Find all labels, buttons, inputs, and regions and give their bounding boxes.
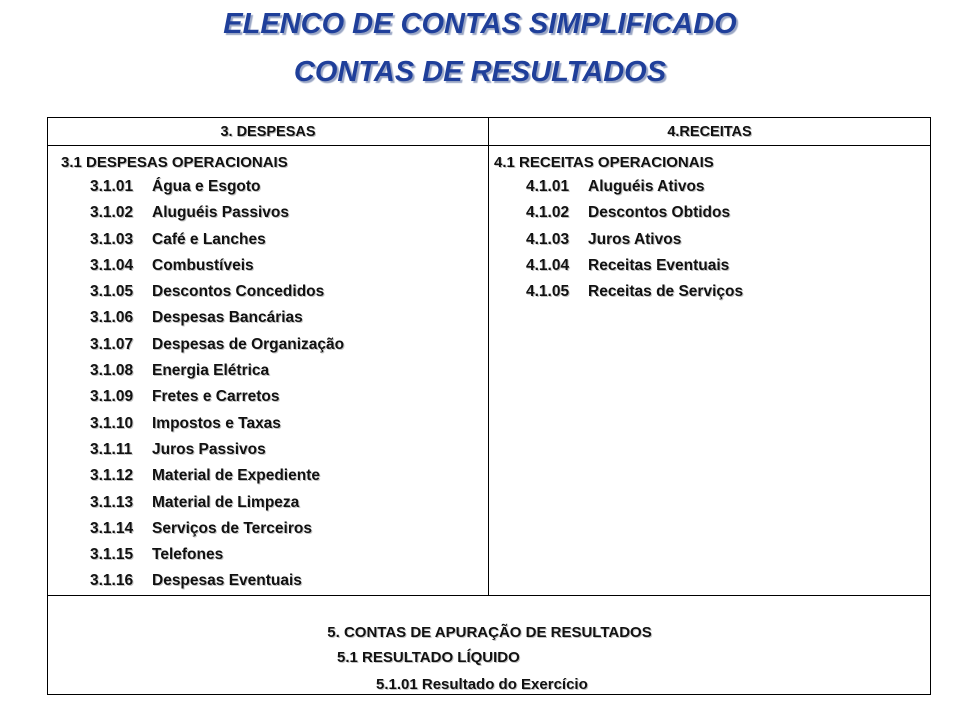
despesas-account-item — [48, 463, 488, 489]
receitas-account-item — [489, 279, 930, 305]
despesas-account-item — [48, 384, 488, 410]
account-code: 3.1.01 — [90, 178, 134, 195]
despesas-account-item — [48, 542, 488, 568]
apuracao-header: 5. CONTAS DE APURAÇÃO DE RESULTADOS — [327, 623, 652, 641]
despesas-cell — [48, 146, 489, 596]
apuracao-cell — [48, 595, 931, 694]
account-name: Descontos Concedidos — [152, 283, 325, 301]
despesas-account-item — [48, 516, 488, 542]
account-code: 4.1.05 — [526, 283, 570, 301]
account-name: Despesas de Organização — [152, 335, 345, 353]
account-name: Juros Ativos — [588, 230, 682, 248]
apuracao-row — [48, 595, 931, 694]
despesas-account-item — [48, 358, 488, 384]
account-name: Despesas Bancárias — [152, 309, 303, 327]
account-name: Juros Passivos — [152, 440, 266, 458]
receitas-list — [489, 146, 930, 305]
despesas-account-item — [48, 305, 488, 331]
despesas-account-item — [48, 253, 488, 279]
page-title: ELENCO DE CONTAS SIMPLIFICADO — [223, 8, 737, 40]
receitas-account-item — [489, 174, 930, 200]
page-subtitle: CONTAS DE RESULTADOS — [293, 56, 667, 88]
despesas-group-label: 3.1 DESPESAS OPERACIONAIS — [61, 154, 288, 171]
account-code: 3.1.08 — [90, 362, 134, 380]
account-name: Receitas de Serviços — [588, 283, 744, 301]
account-name: Receitas Eventuais — [588, 256, 730, 274]
despesas-account-item — [48, 568, 488, 594]
account-code: 3.1.10 — [90, 414, 134, 432]
account-name: Material de Limpeza — [152, 493, 300, 511]
apuracao-group-label: 5.1 RESULTADO LÍQUIDO — [337, 648, 520, 666]
account-name: Fretes e Carretos — [152, 388, 280, 406]
receitas-group-label: 4.1 RECEITAS OPERACIONAIS — [494, 154, 714, 171]
account-code: 3.1.09 — [90, 388, 134, 406]
account-code: 3.1.12 — [90, 467, 134, 485]
account-code: 3.1.05 — [90, 283, 134, 301]
account-name: Aluguéis Ativos — [588, 178, 705, 195]
account-code: 4.1.02 — [526, 204, 570, 222]
account-name: Descontos Obtidos — [588, 204, 731, 222]
despesas-account-item — [48, 437, 488, 463]
account-code: 3.1.06 — [90, 309, 134, 327]
account-name: Impostos e Taxas — [152, 414, 281, 432]
account-code: 4.1.04 — [526, 256, 570, 274]
account-code: 3.1.04 — [90, 256, 134, 274]
despesas-account-item — [48, 490, 488, 516]
receitas-account-item — [489, 253, 930, 279]
account-code: 3.1.03 — [90, 230, 134, 248]
despesas-account-item — [48, 174, 488, 200]
account-code: 3.1.13 — [90, 493, 134, 511]
account-code: 4.1.03 — [526, 230, 570, 248]
account-name: Material de Expediente — [152, 467, 320, 485]
account-name: Telefones — [152, 546, 224, 564]
account-name: Energia Elétrica — [152, 362, 270, 380]
accounts-table — [47, 117, 931, 695]
account-code: 3.1.16 — [90, 572, 134, 590]
despesas-account-item — [48, 411, 488, 437]
accounts-row — [48, 146, 931, 596]
account-name: Água e Esgoto — [152, 178, 261, 195]
despesas-list — [48, 146, 488, 595]
receitas-header: 4.RECEITAS — [489, 118, 931, 146]
table-header-row — [48, 118, 931, 146]
despesas-account-item — [48, 279, 488, 305]
despesas-account-item — [48, 227, 488, 253]
account-name: Serviços de Terceiros — [152, 519, 312, 537]
account-name: Combustíveis — [152, 256, 254, 274]
account-code: 3.1.15 — [90, 546, 134, 564]
account-name: Despesas Eventuais — [152, 572, 302, 590]
despesas-account-item — [48, 200, 488, 226]
account-code: 3.1.14 — [90, 519, 134, 537]
account-code: 3.1.11 — [90, 440, 133, 458]
apuracao-item: 5.1.01 Resultado do Exercício — [376, 675, 588, 693]
despesas-account-item — [48, 332, 488, 358]
account-code: 3.1.02 — [90, 204, 134, 222]
account-code: 4.1.01 — [526, 178, 570, 195]
receitas-cell — [489, 146, 931, 596]
account-code: 3.1.07 — [90, 335, 134, 353]
receitas-account-item — [489, 227, 930, 253]
receitas-account-item — [489, 200, 930, 226]
account-name: Café e Lanches — [152, 230, 266, 248]
account-name: Aluguéis Passivos — [152, 204, 289, 222]
despesas-header: 3. DESPESAS — [48, 118, 489, 146]
